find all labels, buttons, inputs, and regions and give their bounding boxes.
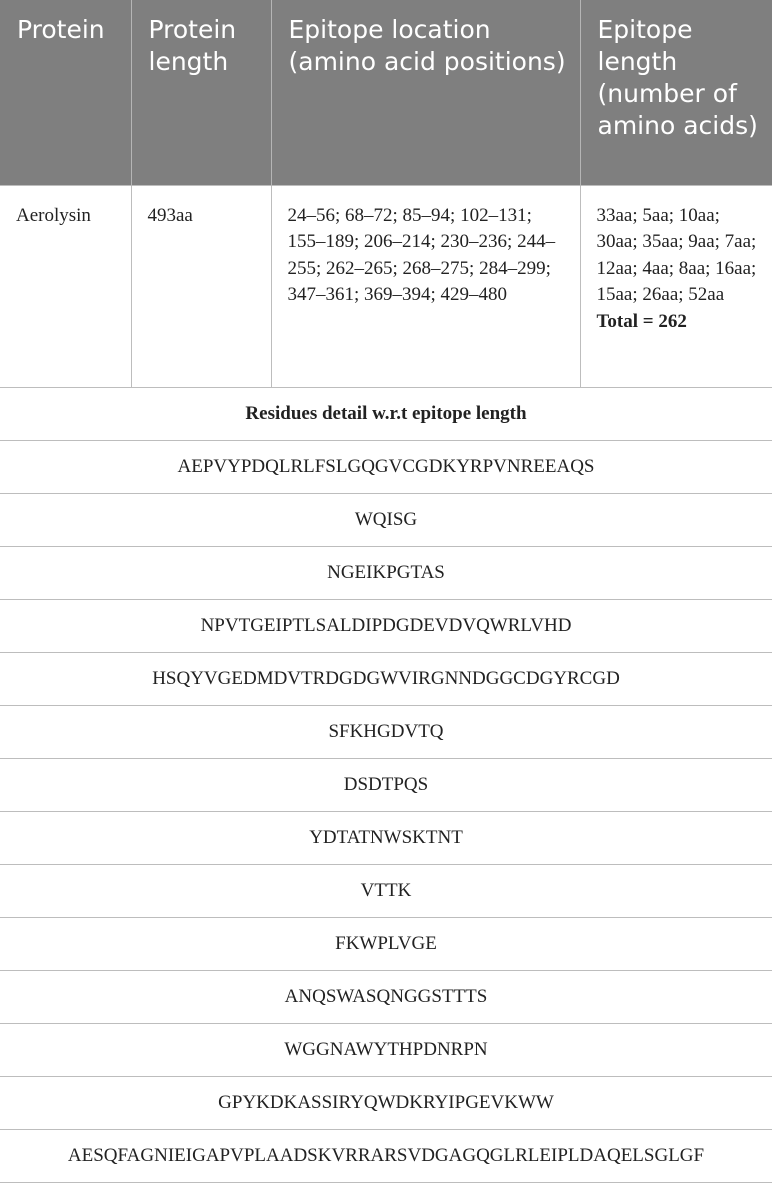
cell-protein: Aerolysin — [0, 185, 131, 387]
header-protein: Protein — [0, 0, 131, 185]
header-protein-length: Protein length — [131, 0, 271, 185]
table-row — [0, 185, 772, 387]
residue-row — [0, 652, 772, 705]
residue-sequence: YDTATNWSKTNT — [0, 811, 772, 864]
residue-row — [0, 864, 772, 917]
residue-sequence: SFKHGDVTQ — [0, 705, 772, 758]
residue-sequence: NPVTGEIPTLSALDIPDGDEVDVQWRLVHD — [0, 599, 772, 652]
header-row — [0, 0, 772, 185]
residue-sequence: HSQYVGEDMDVTRDGDGWVIRGNNDGGCDGYRCGD — [0, 652, 772, 705]
residues-header: Residues detail w.r.t epitope length — [0, 387, 772, 440]
cell-epitope-location: 24–56; 68–72; 85–94; 102–131; 155–189; 206–214; 230–236; 244–255; 262–265; 268–275; 284–299; 347–361; 369–394; 429–480 — [271, 185, 580, 387]
header-epitope-length: Epitope length (number of amino acids) — [580, 0, 772, 185]
residue-sequence: ANQSWASQNGGSTTTS — [0, 970, 772, 1023]
residue-row — [0, 440, 772, 493]
residue-row — [0, 811, 772, 864]
residue-sequence: AESQFAGNIEIGAPVPLAADSKVRRARSVDGAGQGLRLEIPLDAQELSGLGF — [0, 1129, 772, 1182]
residue-row — [0, 917, 772, 970]
residue-row — [0, 705, 772, 758]
residue-row — [0, 1076, 772, 1129]
residue-sequence: FKWPLVGE — [0, 917, 772, 970]
header-epitope-location: Epitope location (amino acid positions) — [271, 0, 580, 185]
epitope-lengths-text: 33aa; 5aa; 10aa; 30aa; 35aa; 9aa; 7aa; 12aa; 4aa; 8aa; 16aa; 15aa; 26aa; 52aa — [596, 204, 757, 305]
residue-row — [0, 970, 772, 1023]
residues-header-row — [0, 387, 772, 440]
residue-sequence: VTTK — [0, 864, 772, 917]
residue-sequence: WQISG — [0, 493, 772, 546]
residue-row — [0, 1129, 772, 1182]
total-label: Total = 262 — [596, 310, 687, 332]
residue-row — [0, 599, 772, 652]
residue-row — [0, 493, 772, 546]
cell-protein-length: 493aa — [131, 185, 271, 387]
cell-epitope-lengths — [580, 185, 772, 387]
residue-row — [0, 546, 772, 599]
residue-sequence: DSDTPQS — [0, 758, 772, 811]
residue-sequence: GPYKDKASSIRYQWDKRYIPGEVKWW — [0, 1076, 772, 1129]
residue-row — [0, 1023, 772, 1076]
residue-sequence: AEPVYPDQLRLFSLGQGVCGDKYRPVNREEAQS — [0, 440, 772, 493]
residue-sequence: WGGNAWYTHPDNRPN — [0, 1023, 772, 1076]
residue-row — [0, 758, 772, 811]
residue-sequence: NGEIKPGTAS — [0, 546, 772, 599]
